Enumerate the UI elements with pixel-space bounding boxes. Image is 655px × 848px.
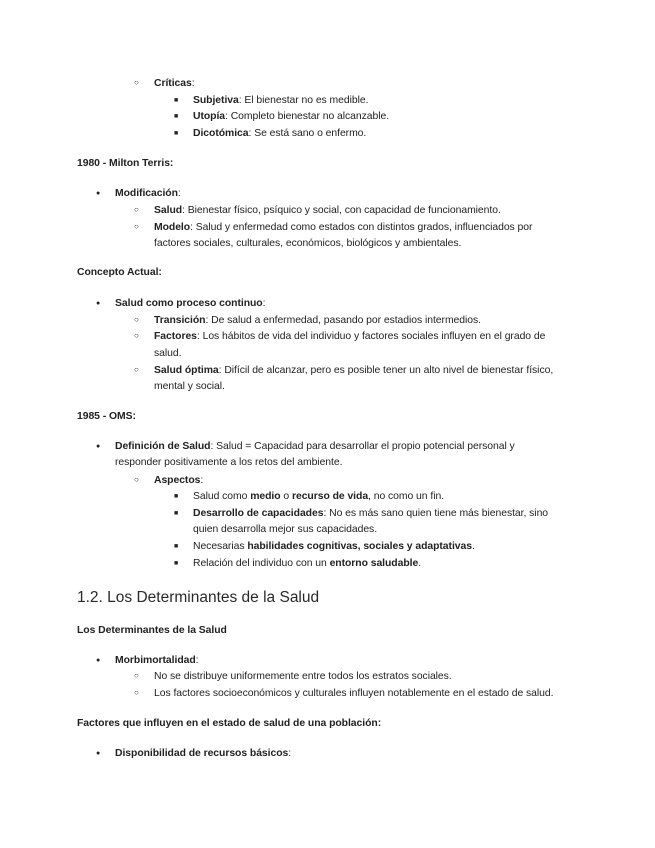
aspecto-medio: Salud como medio o recurso de vida, no como un fin. bbox=[193, 491, 445, 502]
proceso-salud-optima-cont: mental y social. bbox=[154, 381, 225, 392]
definicion-salud-item: Definición de Salud: Salud = Capacidad para desarrollar el propio potencial personal y bbox=[115, 441, 515, 452]
aspecto-desarrollo-cont: quien desarrolla mejor sus capacidades. bbox=[193, 524, 378, 535]
salud-proceso-item: Salud como proceso continuo: bbox=[115, 298, 266, 309]
heading-milton-terris: 1980 - Milton Terris: bbox=[77, 158, 174, 169]
section-title-determinantes: 1.2. Los Determinantes de la Salud bbox=[77, 589, 320, 606]
morbimortalidad-distribucion: No se distribuye uniformemente entre todos los estratos sociales. bbox=[154, 671, 452, 682]
modificacion-salud: Salud: Bienestar físico, psíquico y social, con capacidad de funcionamiento. bbox=[154, 205, 501, 216]
disc-bullet-icon bbox=[96, 439, 100, 456]
proceso-factores: Factores: Los hábitos de vida del individuo y factores sociales influyen en el grado de bbox=[154, 331, 546, 342]
circle-bullet-icon bbox=[134, 220, 139, 236]
heading-factores-poblacion: Factores que influyen en el estado de salud de una población: bbox=[77, 718, 382, 729]
aspecto-habilidades: Necesarias habilidades cognitivas, sociales y adaptativas. bbox=[193, 541, 475, 552]
circle-bullet-icon bbox=[134, 329, 139, 345]
modificacion-modelo: Modelo: Salud y enfermedad como estados con distintos grados, influenciados por bbox=[154, 222, 533, 233]
morbimortalidad-factores: Los factores socioeconómicos y culturales influyen notablemente en el estado de salud. bbox=[154, 688, 554, 699]
aspecto-entorno: Relación del individuo con un entorno saludable. bbox=[193, 558, 422, 569]
criticas-utopia: Utopía: Completo bienestar no alcanzable. bbox=[193, 111, 390, 122]
circle-bullet-icon bbox=[134, 313, 139, 329]
proceso-transicion: Transición: De salud a enfermedad, pasando por estadios intermedios. bbox=[154, 315, 481, 326]
square-bullet-icon bbox=[174, 506, 178, 523]
definicion-salud-cont: responder positivamente a los retos del ambiente. bbox=[115, 457, 343, 468]
disc-bullet-icon bbox=[96, 653, 100, 670]
circle-bullet-icon bbox=[134, 473, 139, 489]
criticas-dicotomica: Dicotómica: Se está sano o enfermo. bbox=[193, 128, 367, 139]
disc-bullet-icon bbox=[96, 296, 100, 313]
modificacion-item: Modificación: bbox=[115, 188, 181, 199]
circle-bullet-icon bbox=[134, 686, 139, 702]
proceso-salud-optima: Salud óptima: Difícil de alcanzar, pero es posible tener un alto nivel de bienestar físico, bbox=[154, 365, 554, 376]
heading-concepto-actual: Concepto Actual: bbox=[77, 267, 162, 278]
modificacion-modelo-cont: factores sociales, culturales, económicos, biológicos y ambientales. bbox=[154, 238, 462, 249]
square-bullet-icon bbox=[174, 109, 178, 126]
proceso-factores-cont: salud. bbox=[154, 348, 182, 359]
circle-bullet-icon bbox=[134, 363, 139, 379]
aspecto-desarrollo: Desarrollo de capacidades: No es más sano quien tiene más bienestar, sino bbox=[193, 508, 549, 519]
morbimortalidad-item: Morbimortalidad: bbox=[115, 655, 199, 666]
criticas-subjetiva: Subjetiva: El bienestar no es medible. bbox=[193, 95, 369, 106]
square-bullet-icon bbox=[174, 556, 178, 573]
disc-bullet-icon bbox=[96, 746, 100, 763]
heading-determinantes: Los Determinantes de la Salud bbox=[77, 625, 227, 636]
disponibilidad-recursos-item: Disponibilidad de recursos básicos: bbox=[115, 748, 292, 759]
square-bullet-icon bbox=[174, 489, 178, 506]
heading-oms: 1985 - OMS: bbox=[77, 411, 136, 422]
circle-bullet-icon bbox=[134, 669, 139, 685]
criticas-item: Críticas: bbox=[154, 78, 195, 89]
disc-bullet-icon bbox=[96, 186, 100, 203]
circle-bullet-icon bbox=[134, 76, 139, 92]
circle-bullet-icon bbox=[134, 203, 139, 219]
square-bullet-icon bbox=[174, 93, 178, 110]
square-bullet-icon bbox=[174, 126, 178, 143]
aspectos-item: Aspectos: bbox=[154, 475, 204, 486]
square-bullet-icon bbox=[174, 539, 178, 556]
